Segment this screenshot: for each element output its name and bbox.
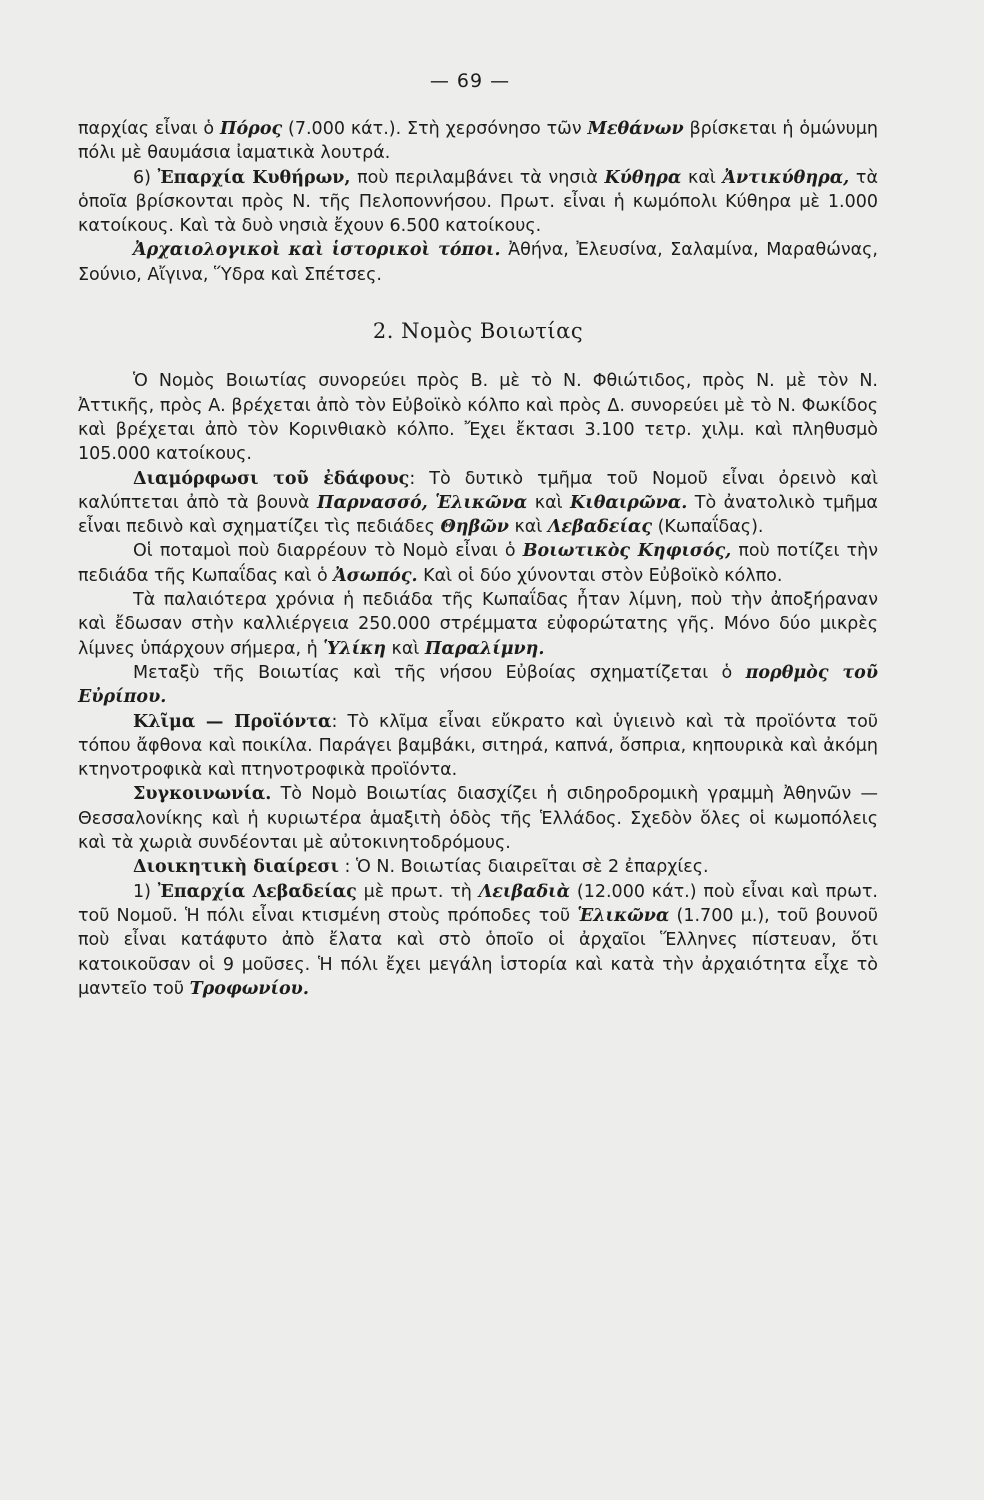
paragraph (78, 782, 878, 855)
text-run: 2. Νομὸς Βοιωτίας (372, 319, 584, 344)
text-run: Ὁ Νομὸς Βοιωτίας συνορεύει πρὸς Β. μὲ τὸ Ν. Φθιώτιδος, πρὸς Ν. μὲ τὸν Ν. Ἀττικῆς, πρὸς Α. βρέχεται ἀπὸ τὸν Εὐβοϊκὸ κόλπο καὶ πρὸς Δ. συνορεύει μὲ τὸ Ν. Φωκίδος καὶ βρέχεται ἀπὸ τὸν Κορινθιακὸ κόλπο. Ἔχει ἔκτασι 3.100 τετρ. χιλμ. καὶ πληθυσμὸ 105.000 κατοίκους. (78, 371, 878, 465)
text-run: (7.000 κάτ.). Στὴ χερσόνησο τῶν (282, 119, 588, 139)
paragraph (78, 880, 878, 1001)
paragraph (78, 855, 878, 879)
body-text (78, 117, 878, 1001)
emphasis-text: Κιθαιρῶνα. (570, 492, 688, 513)
text-run: βρίσκεται ἡ ὁμώνυμη πόλι μὲ θαυμάσια ἰαματικὰ λουτρά. (78, 119, 878, 164)
text-run: Τὸ ἀνατολικὸ τμῆμα εἶναι πεδινὸ καὶ σχηματίζει τὶς πεδιάδες (78, 492, 878, 538)
text-run: 1) (133, 881, 158, 902)
text-run: τὰ ὁποῖα βρίσκονται πρὸς Ν. τῆς Πελοποννήσου. Πρωτ. εἶναι ἡ κωμόπολι Κύθηρα μὲ 1.000 κατοίκους. Καὶ τὰ δυὸ νησιὰ ἔχουν 6.500 κατοίκους. (78, 167, 878, 237)
emphasis-text: Παραλίμνη. (424, 638, 545, 659)
text-run: Τὸ Νομὸ Βοιωτίας διασχίζει ἡ σιδηροδρομικὴ γραμμὴ Ἀθηνῶν — Θεσσαλονίκης καὶ ἡ κυριωτέρα ἁμαξιτὴ ὁδὸς τῆς Ἑλλάδος. Σχεδὸν ὅλες οἱ κωμοπόλεις καὶ τὰ χωριὰ συνδέονται μὲ αὐτοκινητοδρόμους. (78, 784, 878, 854)
text-run: καὶ (385, 638, 425, 659)
emphasis-text: Ἐπαρχία Κυθήρων, (157, 167, 351, 188)
emphasis-text: Βοιωτικὸς Κηφισός, (522, 541, 732, 562)
emphasis-text: Ἑλικῶνα (435, 492, 528, 513)
emphasis-text: Ἑλικῶνα (577, 905, 670, 926)
text-run: 6) (133, 167, 158, 188)
text-run: καὶ (508, 517, 548, 538)
paragraph (78, 588, 878, 661)
emphasis-text: Συγκοινωνία. (133, 784, 272, 805)
paragraph (78, 117, 878, 166)
emphasis-text: Ἐπαρχία Λεβαδείας (157, 881, 357, 902)
paragraph (78, 710, 878, 783)
text-run: : Ὁ Ν. Βοιωτίας διαιρεῖται σὲ 2 ἐπαρχίες. (338, 857, 709, 878)
paragraph (78, 661, 878, 710)
emphasis-text: Κλῖμα — Προϊόντα (133, 711, 332, 732)
text-run: (12.000 κάτ.) ποὺ εἶναι καὶ πρωτ. τοῦ Νομοῦ. Ἡ πόλι εἶναι κτισμένη στοὺς πρόποδες τοῦ (78, 881, 878, 926)
emphasis-text: πορθμὸς τοῦ Εὐρίπου. (78, 662, 878, 708)
paragraph (78, 539, 878, 588)
emphasis-text: Πόρος (219, 119, 283, 139)
text-run: Οἱ ποταμοὶ ποὺ διαρρέουν τὸ Νομὸ εἶναι ὁ (133, 541, 523, 562)
text-run: (1.700 μ.), τοῦ βουνοῦ ποὺ εἶναι κατάφυτο ἀπὸ ἔλατα καὶ στὸ ὁποῖο οἱ ἀρχαῖοι Ἕλληνες πίστευαν, ὅτι κατοικοῦσαν οἱ 9 μοῦσες. Ἡ πόλι ἔχει μεγάλη ἱστορία καὶ κατὰ τὴν ἀρχαιότητα εἶχε τὸ μαντεῖο τοῦ (78, 905, 879, 999)
emphasis-text: Λεβαδείας (547, 517, 653, 538)
text-run: μὲ πρωτ. τὴ (356, 881, 479, 902)
emphasis-text: Μεθάνων (587, 119, 684, 139)
text-run: : Τὸ δυτικὸ τμῆμα τοῦ Νομοῦ εἶναι ὀρεινὸ καὶ καλύπτεται ἀπὸ τὰ βουνὰ (78, 468, 878, 513)
text-run: ποὺ περιλαμβάνει τὰ νησιὰ (350, 167, 605, 188)
paragraph (78, 238, 878, 287)
page-number: — 69 — (429, 70, 511, 92)
text-run: καὶ (527, 492, 571, 513)
text-run: Μεταξὺ τῆς Βοιωτίας καὶ τῆς νήσου Εὐβοίας σχηματίζεται ὁ (133, 662, 746, 683)
emphasis-text: Ὑλίκη (323, 638, 386, 659)
paragraph (78, 467, 878, 540)
emphasis-text: Διαμόρφωσι τοῦ ἐδάφους (133, 468, 410, 489)
emphasis-text: Λειβαδιὰ (478, 881, 571, 902)
paragraph (78, 369, 878, 466)
emphasis-text: Παρνασσό, (316, 492, 428, 513)
section-title (78, 319, 878, 343)
paragraph (78, 166, 878, 239)
text-run: : Τὸ κλῖμα εἶναι εὔκρατο καὶ ὑγιεινὸ καὶ τὰ προϊόντα τοῦ τόπου ἄφθονα καὶ ποικίλα. Παράγει βαμβάκι, σιτηρά, καπνά, ὄσπρια, κηπουρικὰ καὶ ἀκόμη κτηνοτροφικὰ καὶ πτηνοτροφικὰ προϊόντα. (78, 711, 878, 781)
text-run: Τὰ παλαιότερα χρόνια ἡ πεδιάδα τῆς Κωπαΐδας ἦταν λίμνη, ποὺ τὴν ἀποξήραναν καὶ ἔδωσαν στὴν καλλιέργεια 250.000 στρέμματα εὐφορώτατης γῆς. Μόνο δύο μικρὲς λίμνες ὑπάρχουν σήμερα, ἡ (78, 590, 878, 659)
emphasis-text: Τροφωνίου. (189, 978, 309, 999)
emphasis-text: Διοικητικὴ διαίρεσι (133, 857, 339, 878)
emphasis-text: Ἀντικύθηρα, (722, 167, 850, 188)
text-run: Καὶ οἱ δύο χύνονται στὸν Εὐβοϊκὸ κόλπο. (417, 565, 783, 586)
emphasis-text: Ἀρχαιολογικοὶ καὶ ἱστορικοὶ τόποι. (133, 240, 501, 261)
text-run: Ἀθήνα, Ἐλευσίνα, Σαλαμίνα, Μαραθώνας, Σούνιο, Αἴγινα, Ὕδρα καὶ Σπέτσες. (78, 240, 878, 285)
emphasis-text: Θηβῶν (440, 517, 509, 538)
emphasis-text: Κύθηρα (604, 167, 682, 188)
text-run: (Κωπαΐδας). (652, 517, 764, 538)
text-run: παρχίας εἶναι ὁ (78, 119, 220, 139)
emphasis-text: Ἀσωπός. (333, 565, 418, 586)
text-run: καὶ (681, 167, 723, 188)
text-run: ποὺ ποτίζει τὴν πεδιάδα τῆς Κωπαΐδας καὶ ὁ (78, 541, 879, 586)
